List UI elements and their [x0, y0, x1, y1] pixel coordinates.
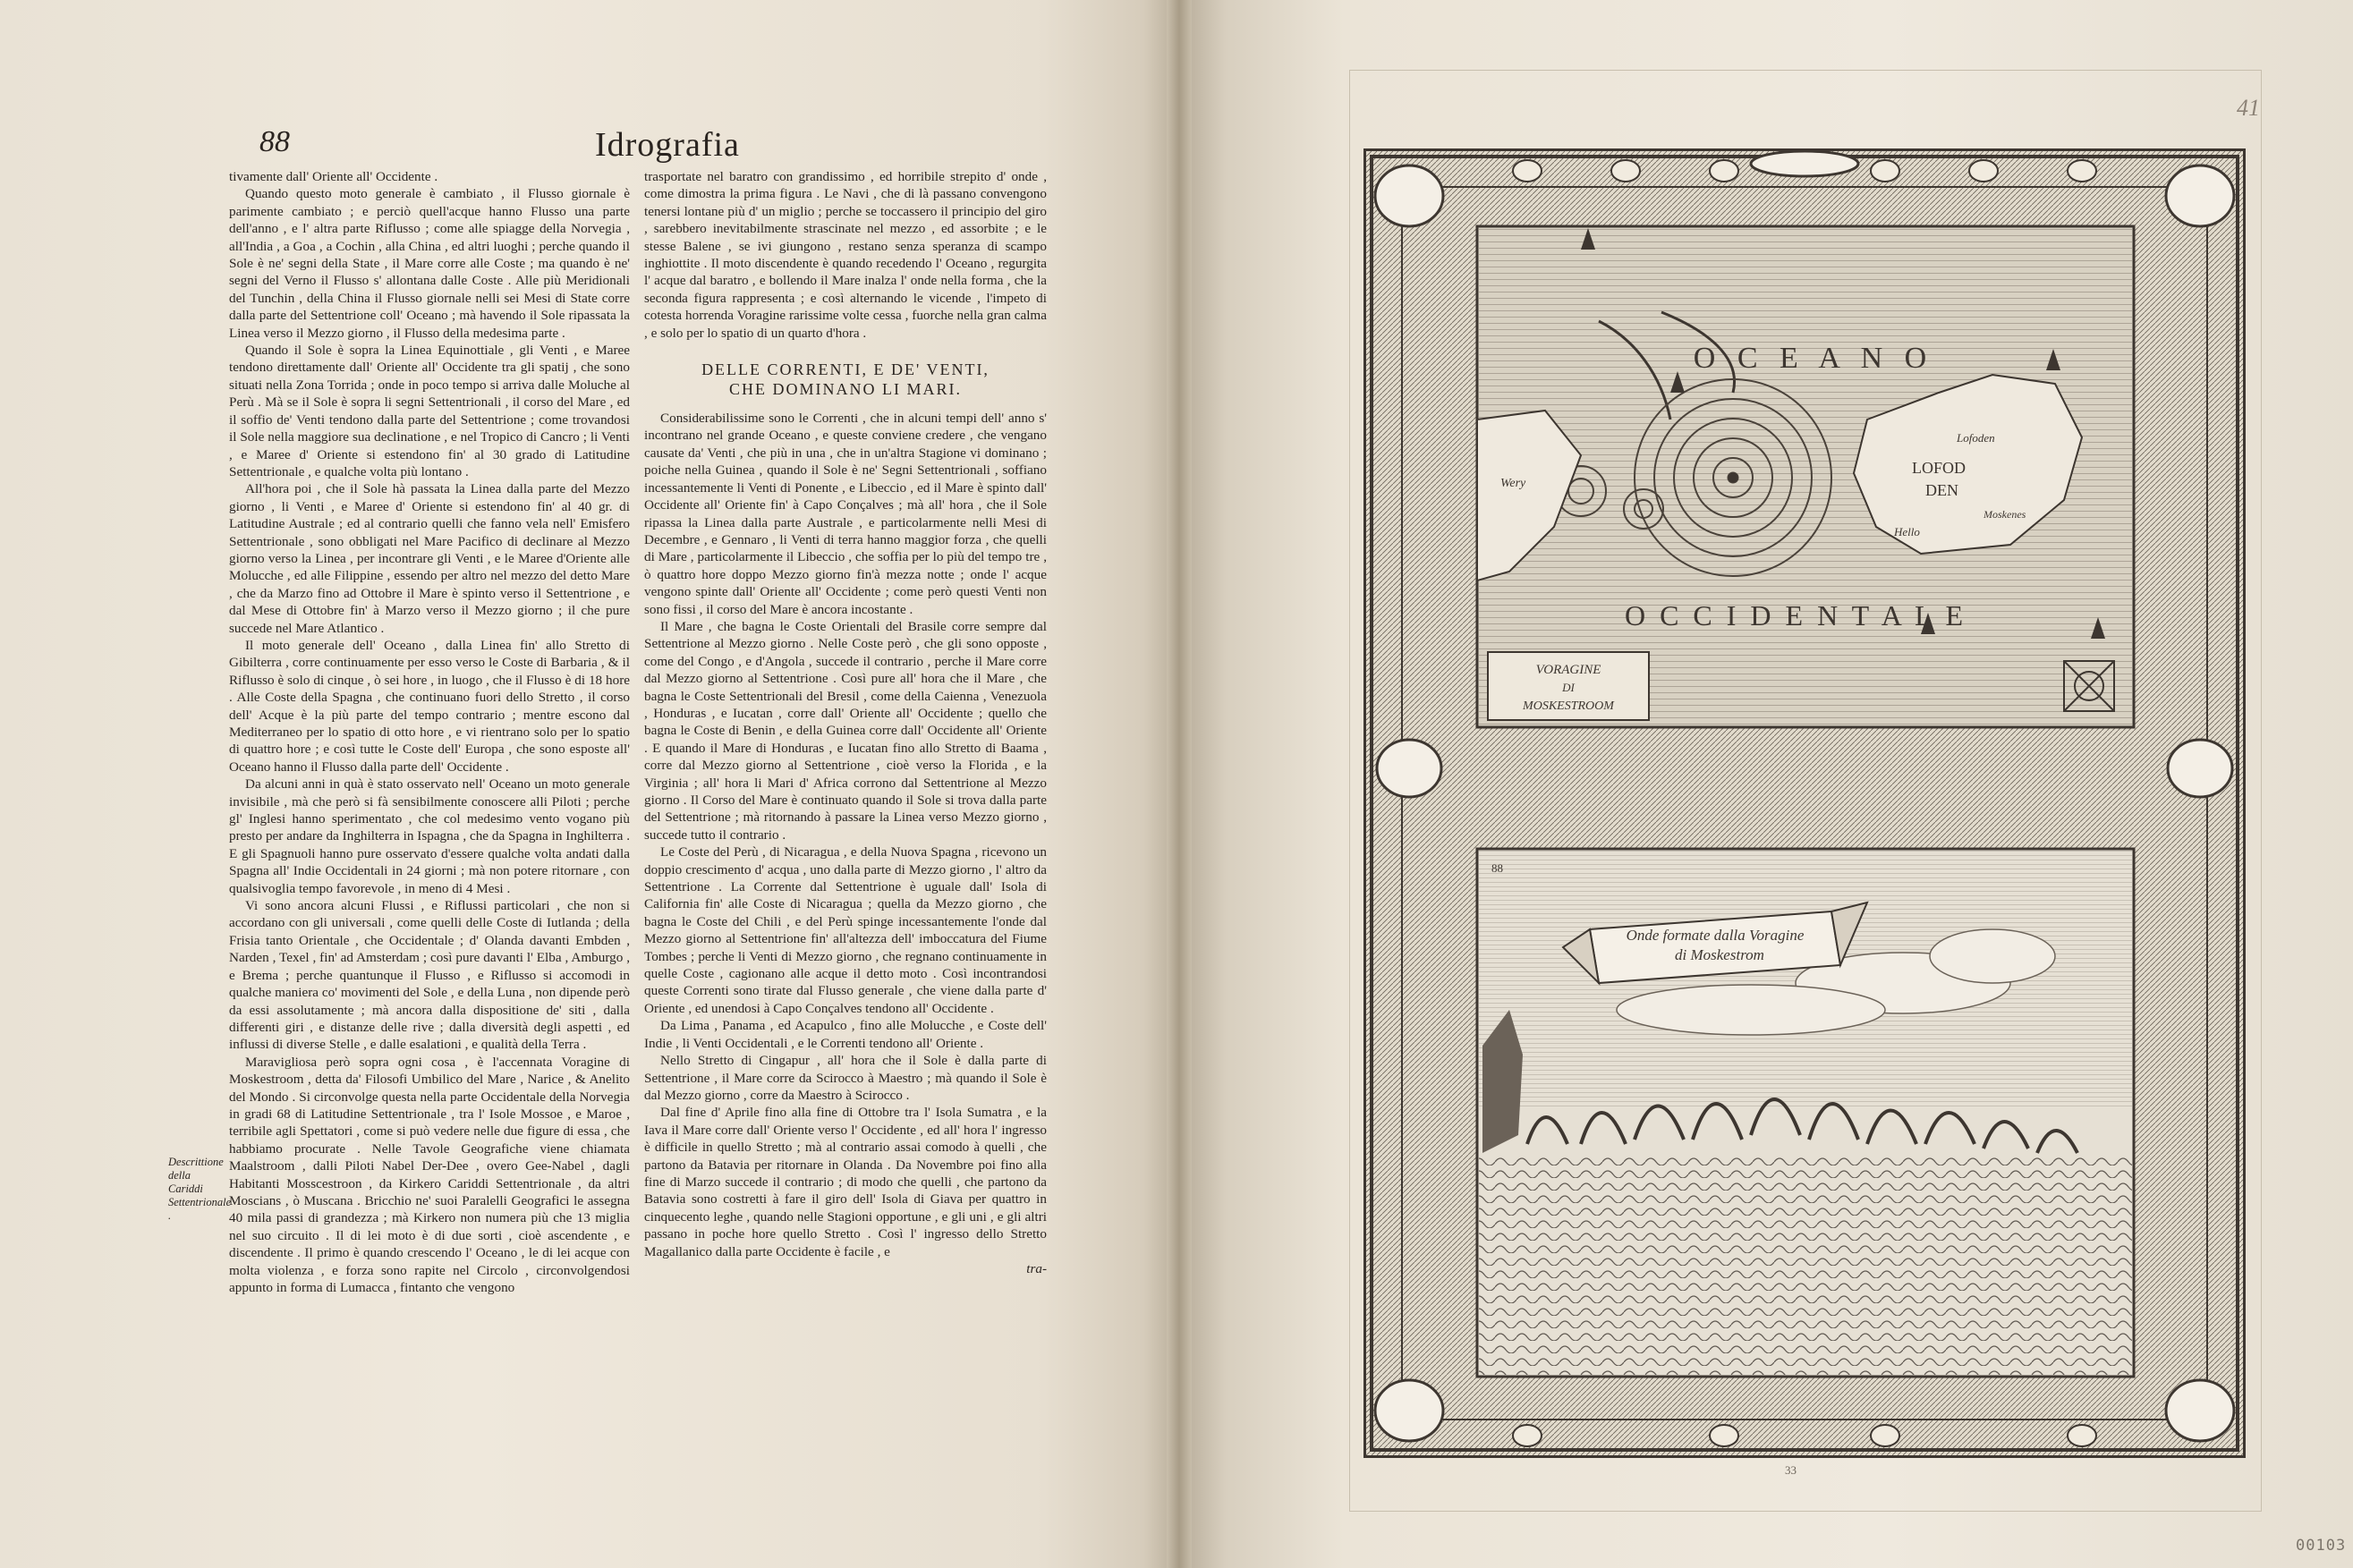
shell-ornament-icon	[1611, 160, 1640, 182]
catchword: tra-	[1026, 1260, 1047, 1276]
corner-cartouche	[1375, 165, 1443, 226]
page-number: 88	[259, 125, 290, 158]
paragraph: Il moto generale dell' Oceano , dalla Linea fin' allo Stretto di Gibilterra , corre continuamente per esso verso le Coste di Barbaria , & il Riflusso è solo di cinque , ò sei hore , in luogo , che il Flusso è di 18 hore . Alle Coste della Spagna , che continuano fuori dello Stretto , il corso dell' Acque è la più parte del tempo contrario ; mentre escono dal Mediterraneo per lo spatio di otto hore , e vi rientrano solo per lo spatio di quattro hore ; e così tutte le Coste dell' Europa , che sono esposte all' Oceano hanno il Flusso dalla parte dell' Occidente .	[229, 637, 630, 775]
corner-cartouche	[2166, 1380, 2234, 1441]
paragraph: Il Mare , che bagna le Coste Orientali del Brasile corre sempre dal Settentrione al Mezzo giorno . Nelle Coste però , che gli sono opposte , come del Congo , e d'Angola , succede il contrario , perche il Mare corre dal Mezzo giorno al Settentrione . Così pure all' hora che il Mare , che bagna le Coste Settentrionali del Bresil , come della Caienna , Venezuola , Honduras , e Iucatan , corre dall' Oriente all' Occidente ; quello che bagna le Coste di Benin , e della Guinea corre dall' Occidente all' Oriente . E quando il Mare di Honduras , e Iucatan fino allo Stretto di Baama , corre dal Mezzo giorno al Settentrione , cioè verso la Florida , e la Virginia ; all' hora li Mari d' Africa corrono dal Settentrione al Mezzo giorno . Il Corso del Mare è continuato quando il Sole si trova dalla parte del Settentrione ; mà ritornando à passare la Linea verso Mezzo giorno , succede tutto il contrario .	[644, 618, 1047, 843]
map-label-ocean: O C E A N O	[1693, 342, 1934, 375]
corner-cartouche	[1375, 1380, 1443, 1441]
map-cartouche-line: DI	[1562, 681, 1575, 694]
paragraph: Maravigliosa però sopra ogni cosa , è l'accennata Voragine di Moskestroom , detta da' Filosofi Umbilico del Mare , Narice , & Anelito del Mondo . Si circonvolge questa nella parte Occidentale della Norvegia in gradi 68 di Latitudine Settentrionale , tra l' Isole Mossoe , e Maroe , terribile agli Spettatori , come si può vedere nelle due figure di essa , che habbiamo procurate . Nelle Tavole Geografiche viene chiamata Maalstroom , dalli Piloti Nabel Der-Dee , overo Gee-Nabel , dagli Habitanti Mosscestroon , da Kirkero Cariddi Settentrionale , da altri Moscians , ò Muscana . Bricchio ne' suoi Paralelli Geografici le assegna 40 mila passi di grandezza ; mà Kirkero non numera più che 13 miglia nel suo circuito . Il di lei moto è di due sorti , cioè ascendente , e discendente . Il primo è quando crescendo l' Oceano , le di lei acque con molta violenza , e forza sono rapite nel Circolo , circonvolgendosi appunto in forma di Lumacca , fintanto che vengono	[229, 1054, 630, 1295]
paragraph: Quando il Sole è sopra la Linea Equinottiale , gli Venti , e Maree tendono direttamente dall' Oriente all' Occidente tra gli spatij , che sono situati nella Zona Torrida ; onde in poco tempo si arriva dalle Moluche al Perù . Mà se il Sole è sopra li segni Settentrionali , il corso del Mare , ed il soffio de' Venti tendono dalla parte del Settentrione ; come trovandosi il Sole nella maggiore sua declinatione , e nel Tropico di Cancro ; li Venti , e Maree d' Oriente si estendono fin' al 30 grado di Latitudine Settentrionale , e qualche volta più lontano .	[229, 343, 630, 479]
paragraph: Le Coste del Perù , di Nicaragua , e della Nuova Spagna , ricevono un doppio crescimento d' acqua , uno dalla parte di Mezzo giorno , l' altro da Settentrione . La Corrente dal Settentrione è uguale dall' Isola di California fin' alle Coste di Nicaragua ; quella da Mezzo giorno , che bagna le Coste del Chili , e del Perù spinge incessantemente l'onde dal Mezzo giorno al Settentrione fin' all'altezza dell' imboccatura del Fiume Tombes ; perche li Venti di Mezzo giorno , che regnano continuamente in quelle Coste , cagionano alle acque il detto moto . Così incontrandosi queste Correnti sono tirate dal Flusso generale , che viene dalla parte d' Oriente , ed unendosi à Capo Conçalves tendono all' Occidente .	[644, 844, 1047, 1016]
running-head	[259, 125, 1118, 170]
map-place-label: Lofoden	[1957, 431, 1995, 445]
shell-ornament-icon	[1969, 160, 1998, 182]
shell-ornament-icon	[1513, 1425, 1542, 1446]
paragraph: trasportate nel baratro con grandissimo , ed horribile strepito d' onde , come dimostra la prima figura . Le Navi , che di là passano convengono tenersi lontane più d' un miglio ; perche se toccassero il principio del giro , sarebbero inevitabilmente strascinate nel mezzo , ed assorbite ; e le stesse Balene , se ivi giungono , restano senza speranza di scampo inghiottite . Il moto discendente è quando recedendo l' Oceano , regurgita l' acque dal baratro , e bollendo il Mare inalza l' onde nella forma , che la seconda figura rappresenta ; e così alternando le vicende , l'impeto di cotesta horrenda Voragine rarissime volte cessa , fuorche nella gran calma , e solo per lo spatio di un quarto d'hora .	[644, 169, 1047, 341]
engraving-svg	[1366, 151, 2243, 1455]
map-panel	[1477, 226, 2134, 727]
map-place-label: Wery	[1500, 477, 1526, 490]
map-place-label: LOFOD	[1912, 459, 1966, 477]
section-heading-line: DELLE CORRENTI, E DE' VENTI,	[701, 360, 990, 379]
figure-number: 88	[1491, 861, 1503, 875]
archive-number: 00103	[2296, 1537, 2347, 1555]
paragraph: All'hora poi , che il Sole hà passata la Linea dalla parte del Mezzo giorno , li Venti , e Maree d' Oriente si estendono fin' al 40 gr. di Latitudine Australe ; ed al contrario quelli che fanno vela nell' Emisfero Settentrionale , sono obbligati nel Mare Pacifico di declinare al Mezzo giorno verso la Linea , per incontrare gli Venti , e le Maree d'Oriente alle Molucche , ed alle Filippine , essendo per altro nel mezzo del detto Mare , che da Marzo fino ad Ottobre il Mare è spinto verso il Settentrione , e dal Mese di Ottobre fin' à Marzo verso il Mezzo giorno ; il che pure succede nel Mare Atlantico .	[229, 481, 630, 636]
paragraph: Vi sono ancora alcuni Flussi , e Riflussi particolari , che non si accordano con gli universali , come quelli delle Coste di Iutlanda ; della Frisia tanto Orientale , che Occidentale ; d' Olanda davanti Embden , Narden , Texel , fin' ad Amsterdam ; così pure davanti l' Elba , Amburgo , e Brema ; perche quantunque il Flusso , e Riflusso si accomodi in qualche maniera co' movimenti del Sole , e della Luna , non dipende però da essi assolutamente ; mà ancora dalla dispositione de' siti , dalla differenti giri , e distanze delle rive ; dalla diversità degli aspetti , ed influssi di diverse Stelle , e dalle esalationi , e qualità della Terra .	[229, 898, 630, 1053]
shell-ornament-icon	[1513, 160, 1542, 182]
paragraph: tivamente dall' Oriente all' Occidente .	[229, 169, 438, 184]
paragraph: Nello Stretto di Cingapur , all' hora che il Sole è dalla parte di Settentrione , il Mare corre da Scirocco à Maestro ; mà quando il Sole è dal Mezzo giorno , corre da Maestro à Scirocco .	[644, 1053, 1047, 1103]
shell-ornament-icon	[1871, 1425, 1899, 1446]
paragraph: Dal fine d' Aprile fino alla fine di Ottobre tra l' Isola Sumatra , e la Iava il Mare corre dall' Oriente verso l' Occidente , ed all' hora l' ingresso è difficile in quello Stretto ; mà al contrario assai comodo à quelli , che partono da Batavia per ritornare in Olanda . Da Novembre poi fino alla fine di Marzo succede il contrario ; di modo che quelli , che partono da Batavia sono costretti à fare il giro dell' Isola di Giava per quattro in cinquecento leghe , quando nelle Stagioni opportune , e gli uni , e gli altri passano in poche hore quello Stretto . Così l' ingresso dello Stretto Magallanico dalla parte Occidente è facile , e	[644, 1105, 1047, 1259]
pencil-folio-number: 41	[2237, 95, 2260, 121]
shell-ornament-icon	[2068, 1425, 2096, 1446]
margin-note: Descrittione della Cariddi Settentrionale .	[168, 1156, 232, 1222]
section-heading-line: CHE DOMINANO LI MARI.	[729, 380, 962, 399]
map-cartouche-line: MOSKESTROOM	[1523, 699, 1614, 713]
corner-cartouche	[1377, 740, 1441, 797]
shell-ornament-icon	[1871, 160, 1899, 182]
text-column-1	[229, 168, 630, 1296]
book-gutter	[1167, 0, 1192, 1568]
running-title: Idrografia	[595, 126, 740, 164]
map-place-label: Hello	[1894, 525, 1920, 538]
plate-small-mark: 33	[1785, 1463, 1797, 1477]
paragraph: Da alcuni anni in quà è stato osservato nell' Oceano un moto generale invisibile , mà che però si fà sensibilmente conoscere alli Piloti ; perche gl' Inglesi hanno sperimentato , che col medesimo vento vogano più presto per andare da Inghilterra in Ispagna , che da Spagna in Inghilterra . E gli Spagnuoli hanno pure osservato d'essere qualche volta andati dalla Spagna all' Indie Occidentali in 24 giorni ; mà non potere ritornare , con qualsivoglia tempo favorevole , in meno di 4 Mesi .	[229, 776, 630, 896]
waves-panel	[1477, 849, 2134, 1377]
map-place-label: DEN	[1925, 481, 1958, 499]
shell-ornament-icon	[1710, 160, 1738, 182]
map-cartouche-line: VORAGINE	[1535, 663, 1601, 677]
banner-line: di Moskestrom	[1675, 946, 1764, 963]
shell-ornament-icon	[2068, 160, 2096, 182]
paragraph: Da Lima , Panama , ed Acapulco , fino alle Molucche , e Coste dell' Indie , li Venti Occidentali , e le Correnti tendono all' Oriente .	[644, 1018, 1047, 1051]
rough-sea	[1479, 1157, 2132, 1375]
engraved-plate	[1363, 148, 2246, 1458]
text-column-2	[644, 168, 1047, 1277]
paragraph: Considerabilissime sono le Correnti , che in alcuni tempi dell' anno s' incontrano nel grande Oceano , e queste conviene credere , che vengano causate da' Venti , che più in una , che in un'altra Stagione vi dominano ; poiche nella Guinea , quando il Sole è ne' Segni Settentrionali , soffiano incessantemente li Venti di Ponente , e Libeccio , ed il Mare è spinto dall' Occidente all' Oriente fin' à Capo Conçalves ; mà all' hora , che il Sole ripassa la Linea dalla parte Australe , e particolarmente nelli Mesi di Decembre , e Gennaro , li Venti di terra hanno maggior forza , che quelli di Mare , particolarmente il Libeccio , che soffia per lo più del tempo tre , ò quattro hore doppo Mezzo giorno fin'à mezza notte ; onde l' acque vengono spinte dall' Oriente all' Occidente ; come però questi Venti non sono fissi , il corso del Mare è ancora incostante .	[644, 411, 1047, 617]
paragraph: Quando questo moto generale è cambiato , il Flusso giornale è parimente cambiato ; e perciò quell'acque hanno Flusso una parte dell'anno , e l' altra parte Riflusso ; come alle spiagge della Norvegia , all'India , a Goa , a Cochin , alla China , ed altri luoghi ; perche quando il Sole è ne' segni della State , il Mare corre alle Coste ; ma quando è ne' segni del Verno il Flusso s' allontana dalle Coste . Alle più Meridionali del Tunchin , della China il Flusso giornale nelli sei Mesi di State corre dalla parte del Settentrione coll' Oceano ; mà havendo il Sole ripassata la Linea verso il Mezzo giorno , il Flusso della medesima parte .	[229, 186, 630, 341]
corner-cartouche	[2168, 740, 2232, 797]
section-heading	[644, 360, 1047, 399]
corner-cartouche	[2166, 165, 2234, 226]
shell-ornament-icon	[1710, 1425, 1738, 1446]
map-place-label: Moskenes	[1983, 508, 2026, 521]
top-cartouche	[1751, 151, 1858, 176]
banner-line: Onde formate dalla Voragine	[1626, 927, 1805, 944]
map-label-ocean-occidentale: O C C I D E N T A L E	[1624, 599, 1967, 631]
